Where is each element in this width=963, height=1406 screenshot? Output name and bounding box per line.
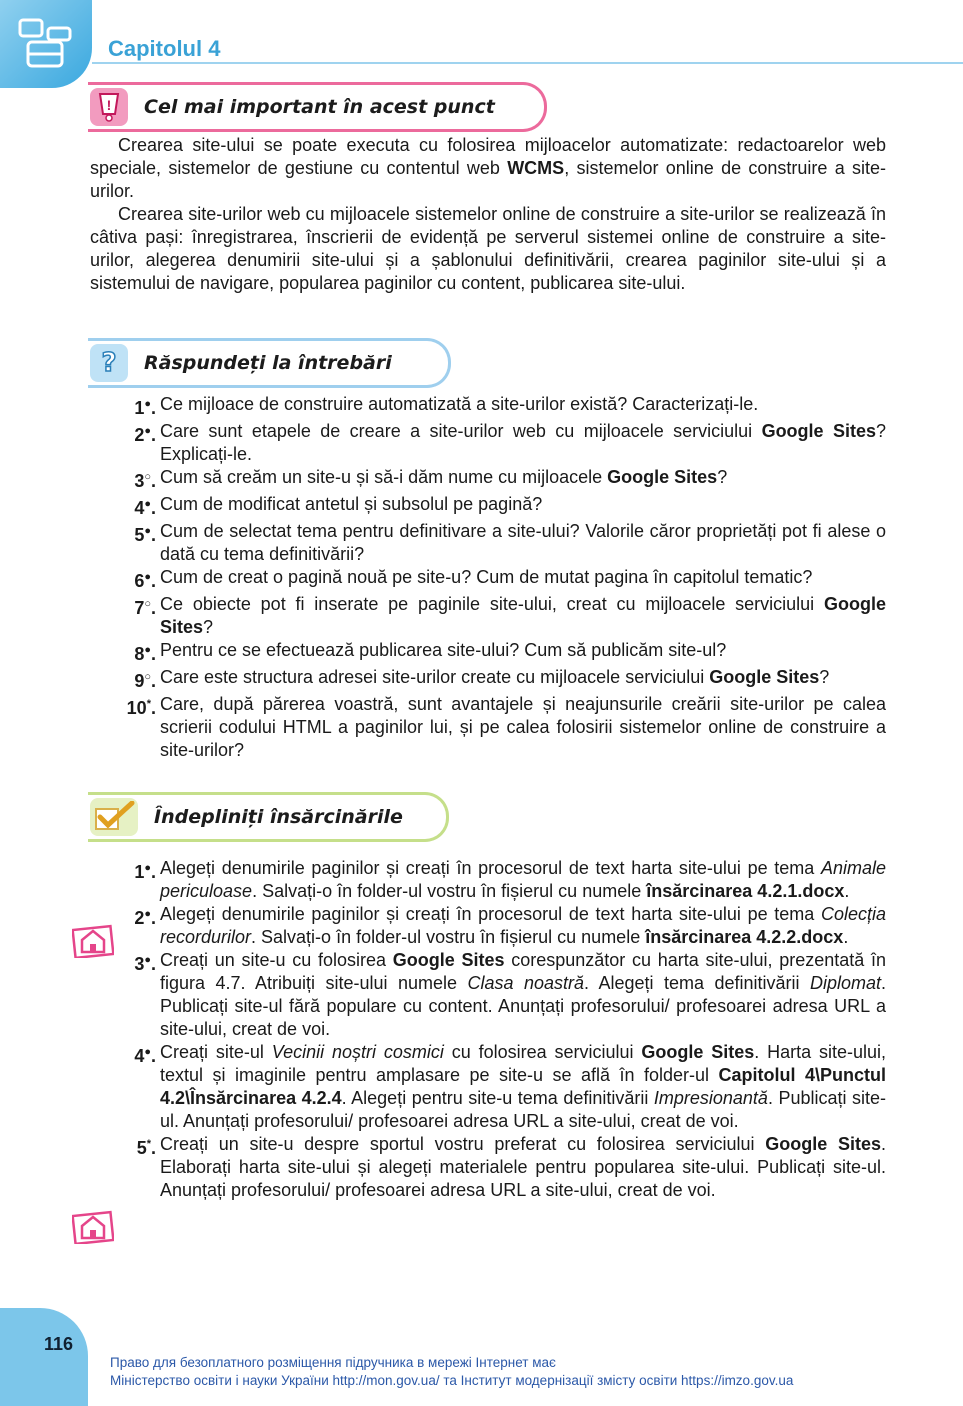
item-text: Pentru ce se efectuează publicarea site-ului? Cum să publicăm site-ul? <box>160 640 727 660</box>
computer-icon <box>18 18 74 70</box>
item-number: 1●. <box>134 398 156 418</box>
summary-text <box>90 134 886 295</box>
item-number: 5●. <box>134 525 156 545</box>
difficulty-mark: * <box>146 698 151 710</box>
task-item <box>90 857 886 903</box>
item-text: Creați site-ul Vecinii noștri cosmici cu folosirea serviciului Google Sites. Harta site-ului, textul și imaginile pentru amplasare pe site-u se află în folder-ul Capitolul 4\Punctul 4.2\Însărcinarea 4.2.4. Alegeți pentru site-u tema definitivării Impresionantă. Publicați site-ul. Anunțați profesorului/ profesoarei adresa URL a site-ului, creat de voi. <box>160 1042 887 1131</box>
question-item <box>90 520 886 566</box>
item-number: 4●. <box>134 1046 156 1066</box>
difficulty-mark: ● <box>144 398 151 410</box>
tasks-list <box>90 857 886 1202</box>
checkmark-icon <box>90 798 138 836</box>
question-item <box>90 493 886 520</box>
footer-line: Міністерство освіти і науки України http://mon.gov.ua/ та Інститут модернізації змісту освіти https://imzo.gov.ua <box>110 1373 794 1388</box>
item-number: 8●. <box>134 644 156 664</box>
header-divider <box>92 62 963 64</box>
item-number: 9○. <box>134 671 156 691</box>
item-number: 2●. <box>134 425 156 445</box>
chapter-title: Capitolul 4 <box>108 36 221 61</box>
item-text: Care, după părerea voastră, sunt avantajele și neajunsurile creării site-urilor pe calea scrierii codului HTML a paginilor lui, și pe calea folosirii sistemelor online de construire a site-urilor? <box>160 694 886 760</box>
item-number: 5*. <box>136 1138 156 1158</box>
question-item <box>90 566 886 593</box>
difficulty-mark: ● <box>144 644 151 656</box>
task-item <box>90 949 886 1041</box>
item-number: 2●. <box>134 908 156 928</box>
item-text: Creați un site-u cu folosirea Google Sites corespunzător cu harta site-ului, prezentată în figura 4.7. Atribuiți site-ului numele Clasa noastră. Alegeți tema definitivării Diplomat. Publicați site-ul fără populare cu content. Anunțați profesorului/ profesoarei adresa URL a site-ului, creat de voi. <box>160 950 886 1039</box>
item-number: 1●. <box>134 862 156 882</box>
item-text: Cum să creăm un site-u și să-i dăm nume cu mijloacele Google Sites? <box>160 467 728 487</box>
chapter-corner-tab <box>0 0 92 88</box>
question-item <box>90 639 886 666</box>
page-number: 116 <box>44 1334 74 1354</box>
section-title: Îndepliniți însărcinările <box>154 806 403 828</box>
section-title: Răspundeți la întrebări <box>144 352 392 374</box>
item-text: Alegeți denumirile paginilor și creați în procesorul de text harta site-ului pe tema Colecția recordurilor. Salvați-o în folder-ul vostru în fișierul cu numele însărcinarea 4.2.2.docx. <box>160 904 886 947</box>
question-item <box>90 393 886 420</box>
item-text: Care sunt etapele de creare a site-urilor web cu mijloacele serviciului Google Sites? Explicați-le. <box>160 421 886 464</box>
svg-text:?: ? <box>101 348 117 378</box>
questions-list <box>90 393 886 762</box>
page-number-tab <box>0 1308 88 1406</box>
item-number: 3●. <box>134 954 156 974</box>
difficulty-mark: ● <box>144 571 151 583</box>
summary-paragraph: Crearea site-ului se poate executa cu folosirea mijloacelor automatizate: redactoarelor web speciale, sistemelor de gestiune cu contentul web WCMS, sistemelor online de construire a site-urilor. <box>90 135 886 201</box>
footer-notice <box>110 1354 793 1390</box>
item-number: 7○. <box>134 598 156 618</box>
item-number: 10*. <box>126 698 156 718</box>
difficulty-mark: ● <box>144 908 151 920</box>
item-text: Cum de creat o pagină nouă pe site-u? Cum de mutat pagina în capitolul tematic? <box>160 567 813 587</box>
difficulty-mark: ● <box>144 1046 151 1058</box>
item-number: 4●. <box>134 498 156 518</box>
difficulty-mark: ○ <box>144 671 151 683</box>
exclamation-icon <box>90 88 128 126</box>
question-item <box>90 420 886 466</box>
question-item <box>90 466 886 493</box>
home-task-icon <box>72 1208 114 1244</box>
item-text: Cum de selectat tema pentru definitivare a site-ului? Valorile căror proprietăți pot fi alese o dată cu tema definitivării? <box>160 521 886 564</box>
difficulty-mark: ● <box>144 425 151 437</box>
question-item <box>90 693 886 762</box>
item-text: Ce mijloace de construire automatizată a site-urilor există? Caracterizați-le. <box>160 394 759 414</box>
task-item <box>90 1133 886 1202</box>
section-important-banner <box>88 82 547 132</box>
question-item <box>90 666 886 693</box>
item-text: Cum de modificat antetul și subsolul pe pagină? <box>160 494 543 514</box>
difficulty-mark: ○ <box>144 598 151 610</box>
difficulty-mark: ○ <box>144 471 151 483</box>
difficulty-mark: ● <box>144 862 151 874</box>
item-text: Ce obiecte pot fi inserate pe paginile site-ului, creat cu mijloacele serviciului Google Sites? <box>160 594 886 637</box>
item-text: Care este structura adresei site-urilor create cu mijloacele serviciului Google Sites? <box>160 667 830 687</box>
svg-text:!: ! <box>106 97 112 113</box>
summary-paragraph: Crearea site-urilor web cu mijloacele sistemelor online de construire a site-urilor se realizează în câtiva pași: înregistrarea, înscrierii de evidență pe serverul sistemei online de construire a site-urilor, alegerea denumirii site-ului și a șablonului definitivării, crearea paginilor site-ului și a sistemului de navigare, popularea paginilor cu content, publicarea site-ului. <box>90 204 886 293</box>
home-task-icon <box>72 922 114 958</box>
question-item <box>90 593 886 639</box>
item-number: 3○. <box>134 471 156 491</box>
difficulty-mark: * <box>146 1138 151 1150</box>
section-tasks-banner <box>88 792 449 842</box>
section-title: Cel mai important în acest punct <box>144 96 495 118</box>
task-item <box>90 903 886 949</box>
difficulty-mark: ● <box>144 525 151 537</box>
item-text: Creați un site-u despre sportul vostru preferat cu folosirea serviciului Google Sites. Elaborați harta site-ului și alegeți materialele pentru popularea site-ului. Publicați site-ul. Anunțați profesorului/ profesoarei adresa URL a site-ului, creat de voi. <box>160 1134 886 1200</box>
footer-line: Право для безоплатного розміщення підручника в мережі Інтернет має <box>110 1355 556 1370</box>
section-questions-banner <box>88 338 451 388</box>
question-icon <box>90 344 128 382</box>
difficulty-mark: ● <box>144 954 151 966</box>
difficulty-mark: ● <box>144 498 151 510</box>
item-text: Alegeți denumirile paginilor și creați în procesorul de text harta site-ului pe tema Animale periculoase. Salvați-o în folder-ul vostru în fișierul cu numele însărcinarea 4.2.1.docx. <box>160 858 886 901</box>
item-number: 6●. <box>134 571 156 591</box>
task-item <box>90 1041 886 1133</box>
